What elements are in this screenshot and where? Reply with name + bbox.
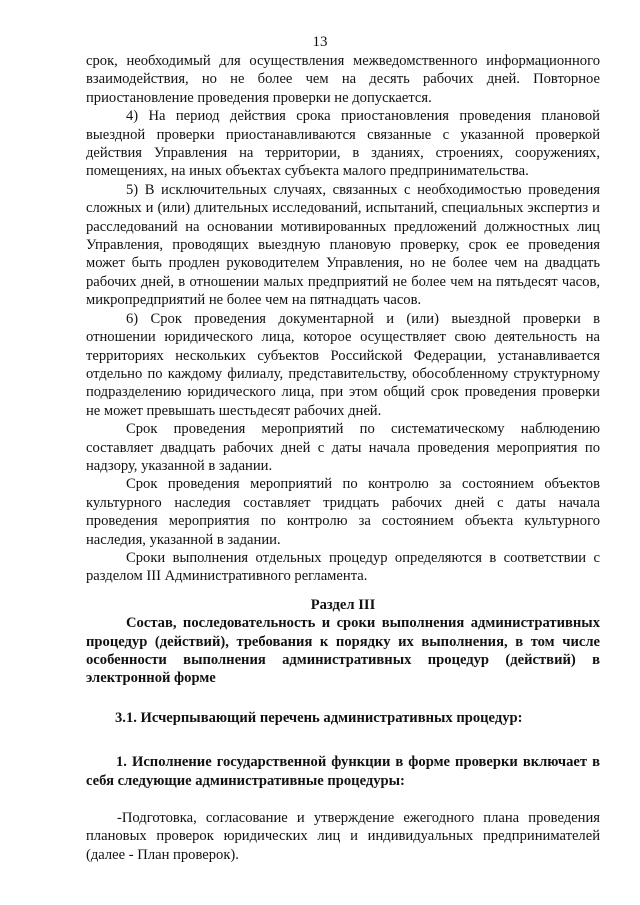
paragraph-continuation: срок, необходимый для осуществления межведомственного информационного взаимодействия, но не более чем на десять рабочих дней. Повторное приостановление проведения проверки не допускается. — [86, 53, 600, 106]
page-number: 13 — [312, 34, 328, 50]
paragraph-heritage-term: Срок проведения мероприятий по контролю за состоянием объектов культурного наследия составляет тридцать рабочих дней с даты начала проведения мероприятия по контролю за состоянием объекта культурного наследия, указанной в задании. — [86, 476, 600, 548]
paragraph-procedure-terms: Сроки выполнения отдельных процедур определяются в соответствии с разделом III Административного регламента. — [86, 549, 600, 585]
paragraph-item-4: 4) На период действия срока приостановления проведения плановой выездной проверки приостанавливаются связанные с указанной проверкой действия Управления на территории, в зданиях, строениях, сооружениях, помещениях, на иных объектах субъекта малого предпринимательства. — [86, 108, 600, 180]
paragraph-item-5: 5) В исключительных случаях, связанных с необходимостью проведения сложных и (или) длительных исследований, испытаний, специальных экспертиз и расследований на основании мотивированных предложений должностных лиц Управления, проводящих выездную плановую проверку, срок ее проведения может быть продлен руководителем Управления, но не более чем на двадцать рабочих дней, в отношении малых предприятий не более чем на пятьдесят часов, микропредприятий не более чем на пятнадцать часов. — [86, 181, 600, 309]
document-body — [86, 52, 600, 864]
procedure-list-entry: -Подготовка, согласование и утверждение ежегодного плана проведения плановых проверок юридических лиц и индивидуальных предпринимателей (далее - План проверок). — [86, 810, 600, 863]
paragraph-observation-term: Срок проведения мероприятий по систематическому наблюдению составляет двадцать рабочих дней с даты начала проведения мероприятия по надзору, указанной в задании. — [86, 421, 600, 474]
paragraph-item-6: 6) Срок проведения документарной и (или) выездной проверки в отношении юридического лица, которое осуществляет свою деятельность на территориях нескольких субъектов Российской Федерации, устанавливается отдельно по каждому филиалу, представительству, обособленному структурному подразделению юридического лица, при этом общий срок проведения проверки не может превышать шестьдесят рабочих дней. — [86, 310, 600, 419]
subsection-heading: 3.1. Исчерпывающий перечень административных процедур: — [115, 709, 523, 726]
section-number: Раздел III — [310, 596, 376, 613]
section-title: Состав, последовательность и сроки выполнения административных процедур (действий), требования к порядку их выполнения, в том числе особенности выполнения административных процедур (действий) в электронной форме — [86, 615, 600, 687]
procedure-item-1: 1. Исполнение государственной функции в форме проверки включает в себя следующие административные процедуры: — [86, 754, 600, 789]
